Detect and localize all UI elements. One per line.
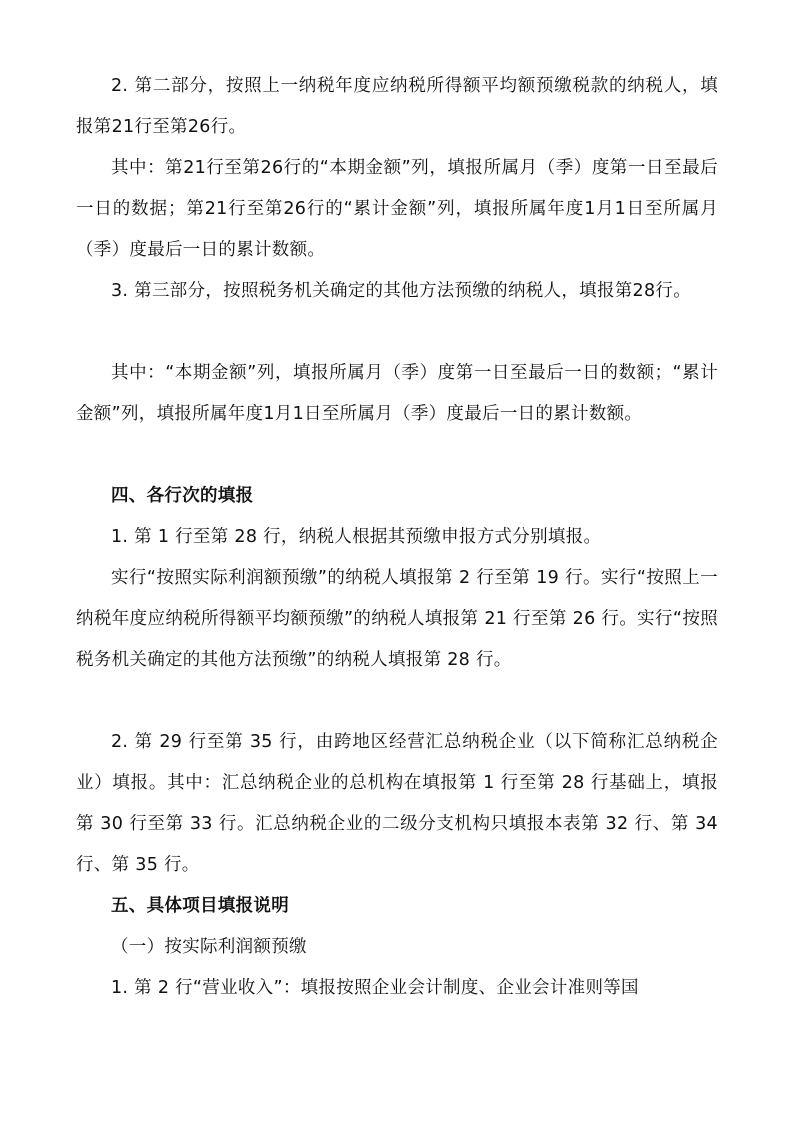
paragraph-rows-1-28: 1. 第 1 行至第 28 行，纳税人根据其预缴申报方式分别填报。 [111,527,602,547]
paragraph-rows-29-35: 2. 第 29 行至第 35 行，由跨地区经营汇总纳税企业（以下简称汇总纳税企业）填报。其中：汇总纳税企业的总机构在填报第 1 行至第 28 行基础上，填报第 30 行至第 33 行。汇总纳税企业的二级分支机构只填报本表第 32 行、第 34 行、第 35 行。 [76,732,718,875]
heading-section-four: 四、各行次的填报 [111,486,254,506]
paragraph-row-2-revenue: 1. 第 2 行“营业收入”：填报按照企业会计制度、企业会计准则等国 [111,978,639,998]
paragraph-part-three: 3. 第三部分，按照税务机关确定的其他方法预缴的纳税人，填报第28行。 [111,281,692,301]
heading-section-five: 五、具体项目填报说明 [111,896,289,916]
paragraph-row-methods: 实行“按照实际利润额预缴”的纳税人填报第 2 行至第 19 行。实行“按照上一纳税年度应纳税所得额平均额预缴”的纳税人填报第 21 行至第 26 行。实行“按照税务机关确定的其他方法预缴”的纳税人填报第 28 行。 [76,568,718,670]
paragraph-part-three-detail: 其中：“本期金额”列，填报所属月（季）度第一日至最后一日的数额；“累计金额”列，填报所属年度1月1日至所属月（季）度最后一日的累计数额。 [76,363,718,424]
paragraph-part-two: 2. 第二部分，按照上一纳税年度应纳税所得额平均额预缴税款的纳税人，填报第21行至第26行。 [76,76,718,137]
subheading-actual-profit: （一）按实际利润额预缴 [111,937,307,957]
paragraph-part-two-detail: 其中：第21行至第26行的“本期金额”列，填报所属月（季）度第一日至最后一日的数据；第21行至第26行的“累计金额”列，填报所属年度1月1日至所属月（季）度最后一日的累计数额。 [76,158,718,260]
